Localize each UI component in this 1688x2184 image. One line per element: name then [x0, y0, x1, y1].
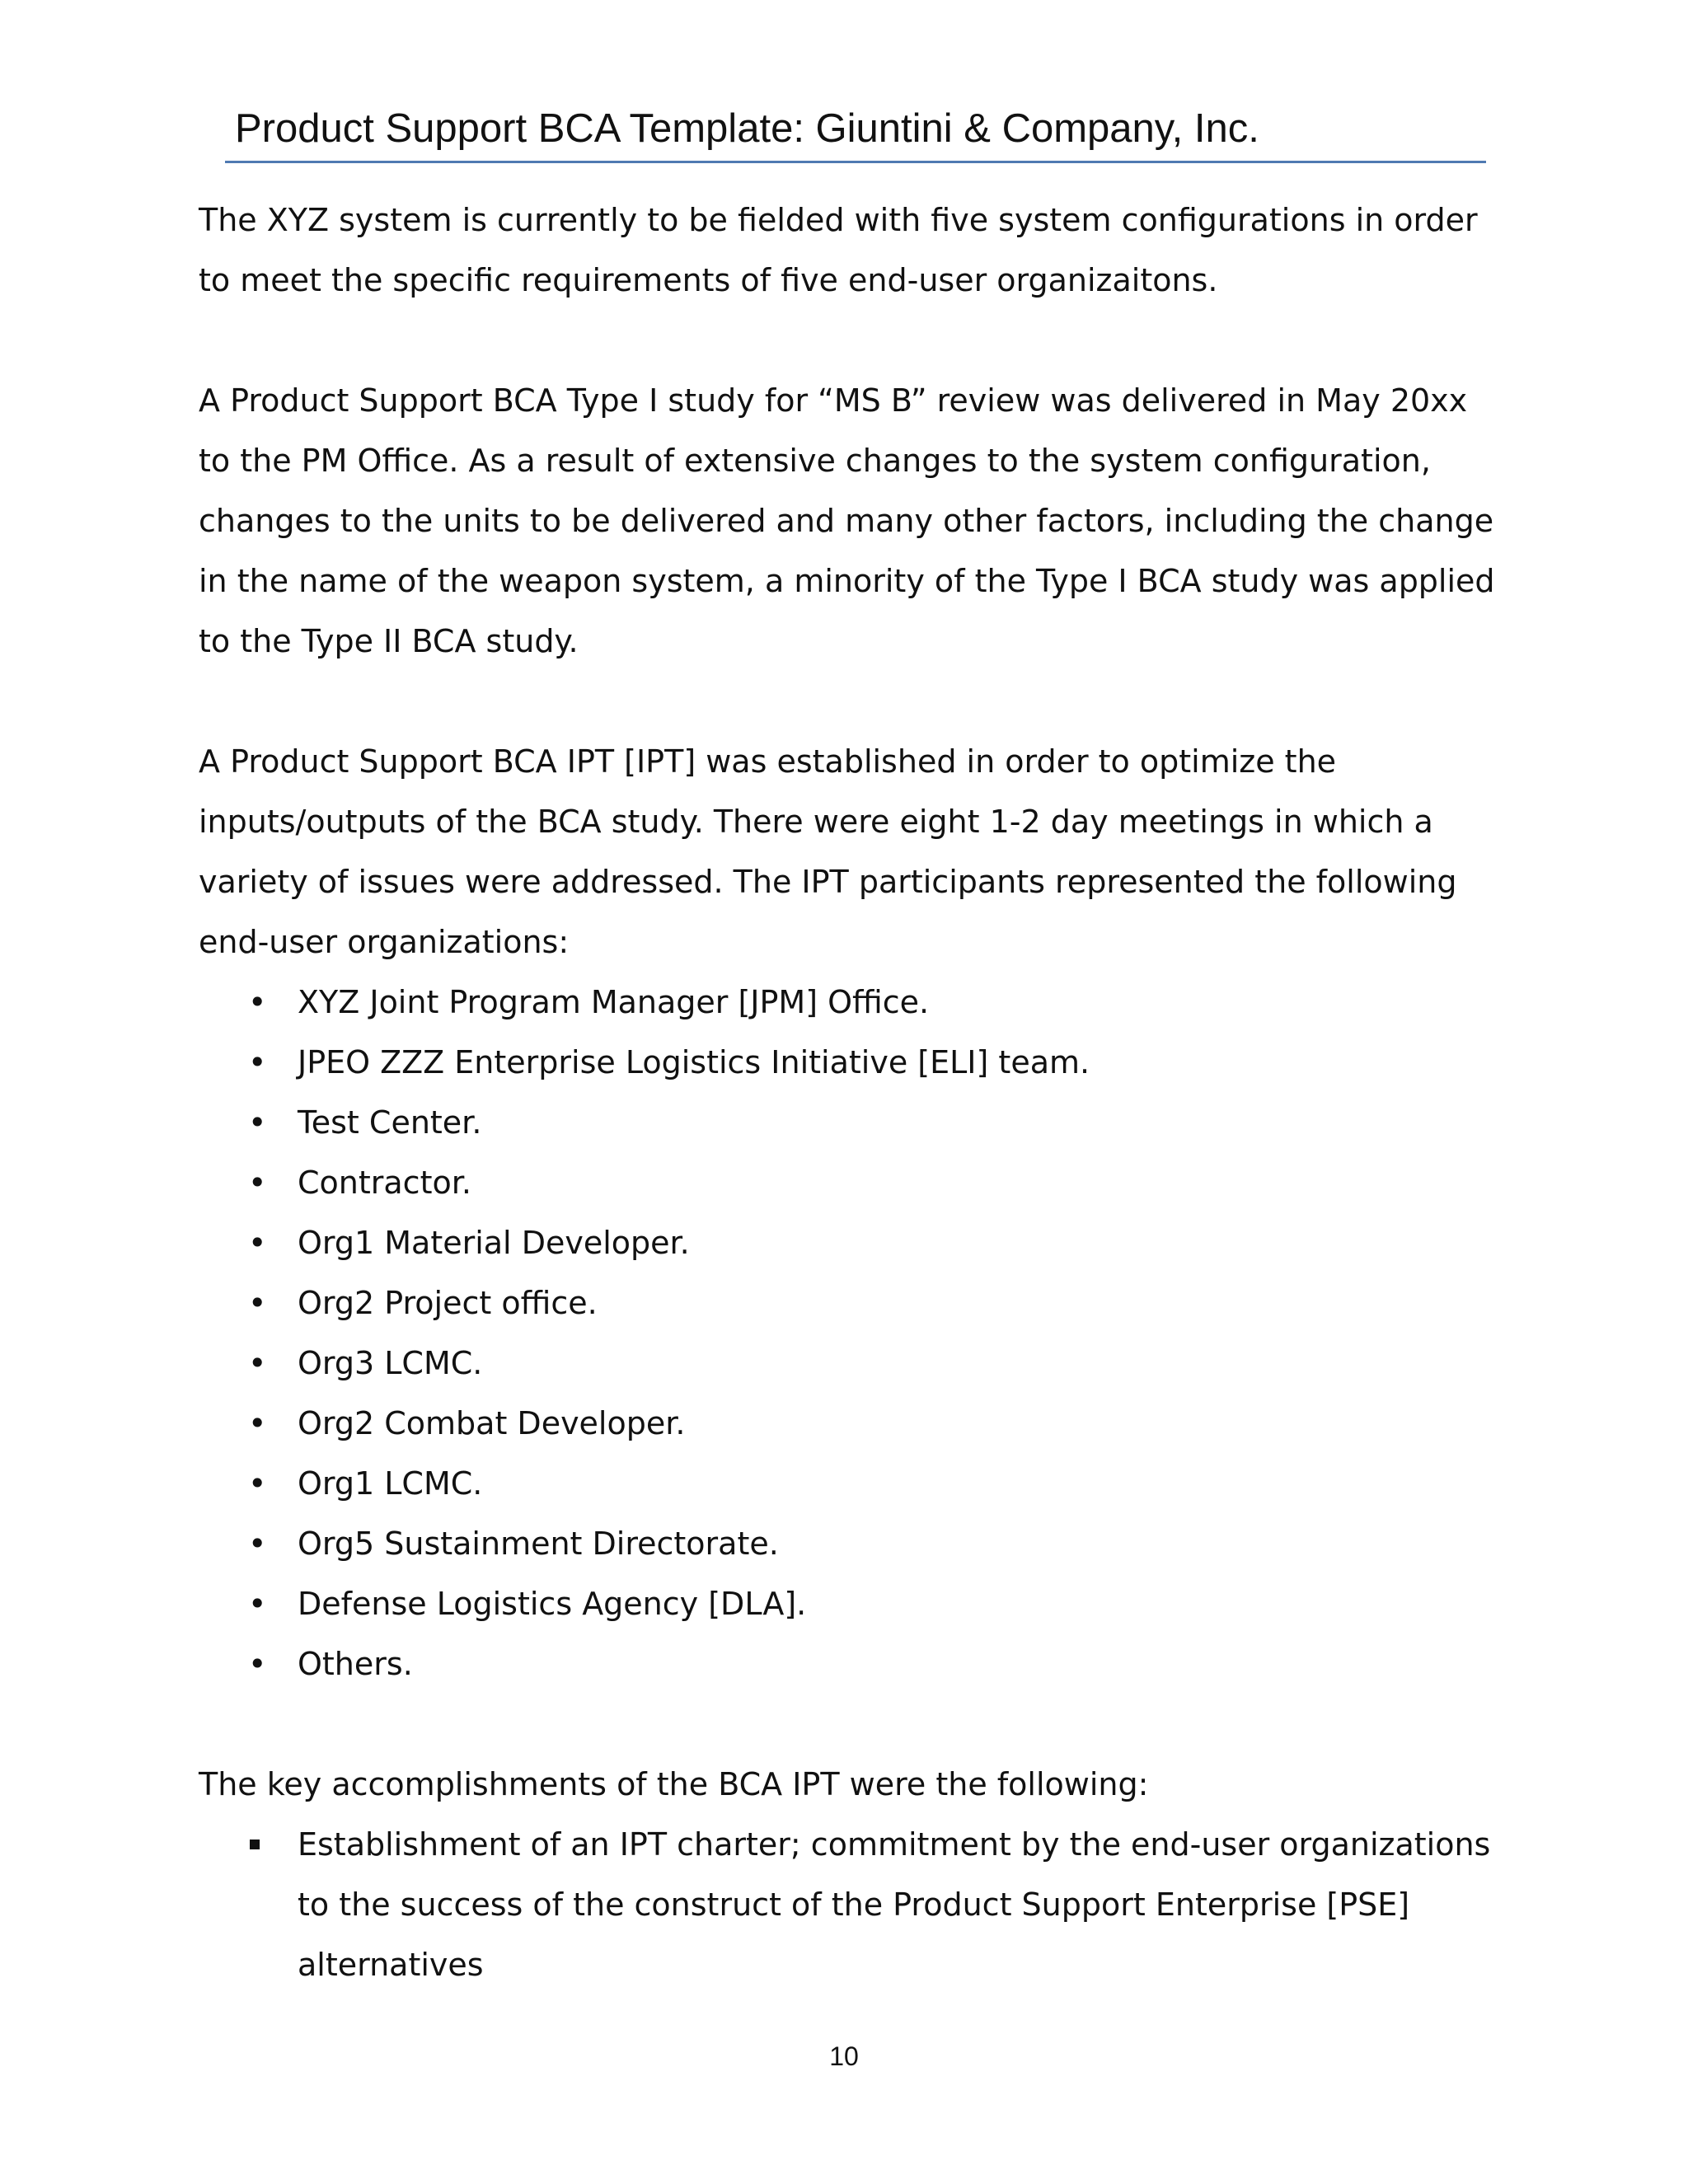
paragraph-type-i-study: A Product Support BCA Type I study for “MS B” review was delivered in May 20xx to the PM Office. As a result of extensive changes to the system configuration, changes to the units to be delivered and many other factors, including the change in the name of the weapon system, a minority of the Type I BCA study was applied to the Type II BCA study. [199, 382, 1495, 659]
list-item-text: Establishment of an IPT charter; commitment by the end-user organizations to the success of the construct of the Product Support Enterprise [PSE] alternatives [298, 1826, 1491, 1983]
list-item-text: Defense Logistics Agency [DLA]. [298, 1586, 807, 1622]
round-bullet-icon: • [248, 1104, 267, 1141]
list-item [199, 1815, 1501, 1995]
header-rule [225, 161, 1486, 163]
accomplishments-list [199, 1815, 1501, 1995]
list-item [199, 1514, 1501, 1574]
list-item-text: Contractor. [298, 1165, 471, 1201]
round-bullet-icon: • [248, 1646, 267, 1682]
paragraph-key-accomplishments: The key accomplishments of the BCA IPT were the following: [199, 1766, 1149, 1802]
list-item [199, 1093, 1501, 1153]
list-item-text: XYZ Joint Program Manager [JPM] Office. [298, 984, 930, 1020]
list-item-text: Org5 Sustainment Directorate. [298, 1526, 779, 1562]
list-item-text: Org2 Project office. [298, 1285, 598, 1321]
round-bullet-icon: • [248, 1465, 267, 1502]
list-item [199, 1213, 1501, 1273]
list-item-text: Org1 LCMC. [298, 1465, 483, 1502]
square-bullet-icon [250, 1840, 260, 1849]
round-bullet-icon: • [248, 1345, 267, 1381]
round-bullet-icon: • [248, 1044, 267, 1080]
round-bullet-icon: • [248, 1285, 267, 1321]
organizations-list [199, 972, 1501, 1694]
list-item [199, 1333, 1501, 1394]
list-item-text: Org1 Material Developer. [298, 1225, 690, 1261]
list-item [199, 1454, 1501, 1514]
round-bullet-icon: • [248, 1586, 267, 1622]
list-item-text: Others. [298, 1646, 413, 1682]
round-bullet-icon: • [248, 984, 267, 1020]
list-item [199, 1574, 1501, 1634]
paragraph-ipt-established: A Product Support BCA IPT [IPT] was established in order to optimize the inputs/outputs of the BCA study. There were eight 1-2 day meetings in which a variety of issues were addressed. The IPT participants represented the following end-user organizations: [199, 743, 1457, 960]
round-bullet-icon: • [248, 1526, 267, 1562]
page-header [225, 91, 1486, 166]
list-item-text: Test Center. [298, 1104, 482, 1141]
list-item [199, 1394, 1501, 1454]
list-item [199, 1634, 1501, 1694]
round-bullet-icon: • [248, 1405, 267, 1441]
paragraph-system-configurations: The XYZ system is currently to be fielded with five system configurations in order to meet the specific requirements of five end-user organizaitons. [199, 202, 1478, 298]
list-item [199, 972, 1501, 1033]
list-item-text: Org2 Combat Developer. [298, 1405, 686, 1441]
list-item-text: Org3 LCMC. [298, 1345, 483, 1381]
document-body [199, 190, 1501, 1995]
list-item-text: JPEO ZZZ Enterprise Logistics Initiative [ELI] team. [298, 1044, 1090, 1080]
round-bullet-icon: • [248, 1165, 267, 1201]
list-item [199, 1273, 1501, 1333]
round-bullet-icon: • [248, 1225, 267, 1261]
list-item [199, 1153, 1501, 1213]
list-item [199, 1033, 1501, 1093]
header-title: Product Support BCA Template: Giuntini & Company, Inc. [235, 106, 1259, 151]
page-number: 10 [829, 2041, 859, 2071]
